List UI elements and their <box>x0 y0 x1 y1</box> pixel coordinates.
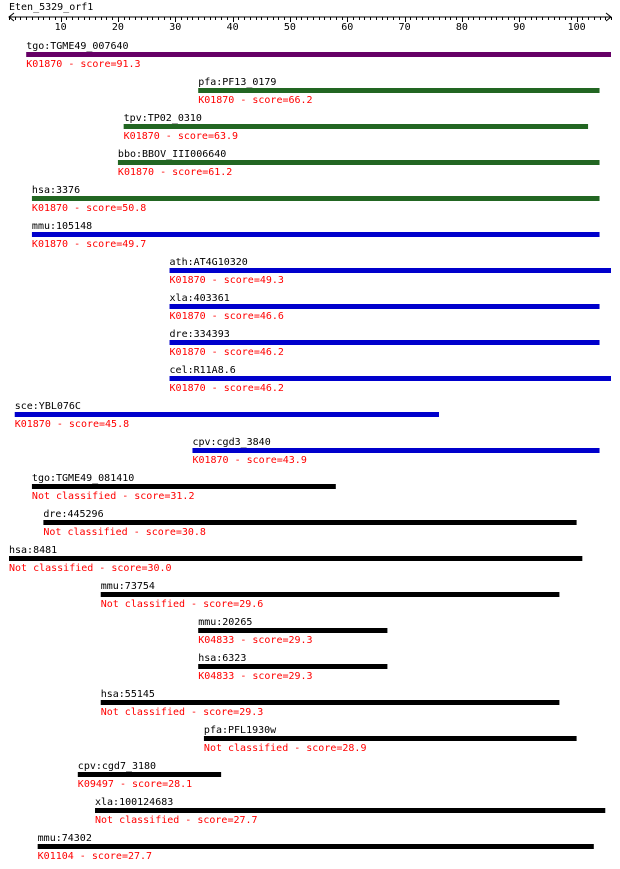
ruler-tick-label: 40 <box>226 22 239 33</box>
hit-gene-label: tpv:TP02_0310 <box>123 113 202 124</box>
hit-bar <box>192 448 599 453</box>
hit-row <box>118 149 600 178</box>
ruler-tick-label: 70 <box>398 22 411 33</box>
ruler-tick-label: 30 <box>169 22 182 33</box>
hit-gene-label: xla:100124683 <box>95 797 174 808</box>
hit-annotation: K04833 - score=29.3 <box>198 635 313 646</box>
hit-row <box>101 689 560 718</box>
hit-bar <box>170 304 600 309</box>
hit-bar <box>198 88 599 93</box>
hit-row <box>198 653 387 682</box>
hit-annotation: K01870 - score=61.2 <box>117 167 233 178</box>
hit-bar <box>43 520 576 525</box>
hit-annotation: K04833 - score=29.3 <box>198 671 313 682</box>
hit-annotation: K01104 - score=27.7 <box>37 851 153 862</box>
hit-bar <box>78 772 221 777</box>
hit-gene-label: tgo:TGME49_007640 <box>26 41 129 52</box>
hit-bar <box>170 376 611 381</box>
hit-row <box>170 257 611 286</box>
hit-annotation: Not classified - score=30.0 <box>9 563 172 574</box>
hit-row <box>32 221 600 250</box>
hit-annotation: K01870 - score=63.9 <box>123 131 239 142</box>
hit-annotation: K01870 - score=46.2 <box>169 383 284 394</box>
hit-gene-label: tgo:TGME49_081410 <box>31 473 135 484</box>
hit-annotation: Not classified - score=31.2 <box>31 491 195 502</box>
hit-row <box>198 617 387 646</box>
hit-bar <box>101 592 560 597</box>
hit-gene-label: cpv:cgd3_3840 <box>192 437 271 448</box>
hit-annotation: K01870 - score=45.8 <box>14 419 130 430</box>
hit-gene-label: dre:334393 <box>169 329 230 340</box>
hit-row <box>15 401 439 430</box>
ruler-tick-label: 20 <box>111 22 124 33</box>
hit-gene-label: pfa:PF13_0179 <box>198 77 277 88</box>
hit-annotation: Not classified - score=28.9 <box>203 743 367 754</box>
hit-annotation: K01870 - score=43.9 <box>192 455 307 466</box>
ruler-tick-label: 100 <box>567 22 586 33</box>
hit-bar <box>32 232 600 237</box>
hit-gene-label: sce:YBL076C <box>14 401 81 412</box>
hit-gene-label: mmu:105148 <box>31 221 93 232</box>
hit-bar <box>9 556 582 561</box>
hit-row <box>78 761 221 790</box>
hit-gene-label: dre:445296 <box>43 509 104 520</box>
hit-gene-label: ath:AT4G10320 <box>169 257 248 268</box>
hit-bar <box>198 628 387 633</box>
hit-annotation: K01870 - score=50.8 <box>31 203 147 214</box>
hit-annotation: K01870 - score=49.7 <box>31 239 147 250</box>
hit-bar <box>170 340 600 345</box>
hit-annotation: K01870 - score=66.2 <box>198 95 313 106</box>
sequence-ruler <box>9 13 612 33</box>
hit-row <box>32 185 600 214</box>
hit-gene-label: hsa:55145 <box>100 689 155 700</box>
hit-row <box>170 365 611 394</box>
ruler-tick-label: 60 <box>341 22 354 33</box>
hit-row <box>32 473 336 502</box>
hit-row <box>204 725 577 754</box>
hit-gene-label: pfa:PFL1930w <box>203 725 277 736</box>
hit-row <box>95 797 605 826</box>
hit-row <box>192 437 599 466</box>
ruler-tick-label: 90 <box>513 22 526 33</box>
hit-bar <box>118 160 600 165</box>
hit-gene-label: xla:403361 <box>169 293 230 304</box>
ruler-tick-label: 80 <box>455 22 468 33</box>
hit-bar <box>101 700 560 705</box>
hit-row <box>38 833 594 862</box>
hit-bar <box>26 52 611 57</box>
hit-annotation: Not classified - score=30.8 <box>43 527 206 538</box>
hit-annotation: K01870 - score=46.2 <box>169 347 284 358</box>
hit-annotation: Not classified - score=27.7 <box>95 815 258 826</box>
hit-list <box>9 41 611 862</box>
hit-bar <box>170 268 611 273</box>
hit-gene-label: mmu:74302 <box>37 833 92 844</box>
hit-annotation: K01870 - score=91.3 <box>26 59 141 70</box>
query-title: Eten_5329_orf1 <box>9 2 94 13</box>
hit-annotation: K01870 - score=46.6 <box>169 311 284 322</box>
hit-bar <box>38 844 594 849</box>
ruler-tick-label: 50 <box>283 22 296 33</box>
hit-row <box>124 113 588 142</box>
hit-gene-label: mmu:73754 <box>100 581 155 592</box>
hit-gene-label: mmu:20265 <box>198 617 253 628</box>
hit-bar <box>32 196 600 201</box>
hit-bar <box>204 736 577 741</box>
hit-row <box>9 545 582 574</box>
hit-annotation: Not classified - score=29.6 <box>100 599 264 610</box>
hit-bar <box>124 124 588 129</box>
hit-row <box>101 581 560 610</box>
hit-annotation: K09497 - score=28.1 <box>77 779 193 790</box>
hit-gene-label: hsa:8481 <box>9 545 58 556</box>
hit-gene-label: cpv:cgd7_3180 <box>77 761 157 772</box>
ruler-tick-label: 10 <box>54 22 67 33</box>
hit-row <box>43 509 576 538</box>
hit-row <box>198 77 599 106</box>
hit-annotation: K01870 - score=49.3 <box>169 275 284 286</box>
hit-bar <box>198 664 387 669</box>
hit-annotation: Not classified - score=29.3 <box>100 707 264 718</box>
hit-bar <box>95 808 605 813</box>
hit-bar <box>15 412 439 417</box>
hit-gene-label: hsa:6323 <box>198 653 247 664</box>
hit-row <box>26 41 611 70</box>
hit-gene-label: cel:R11A8.6 <box>169 365 236 376</box>
hit-row <box>170 293 600 322</box>
hit-gene-label: bbo:BBOV_III006640 <box>117 149 227 160</box>
hit-row <box>170 329 600 358</box>
hit-bar <box>32 484 336 489</box>
hit-gene-label: hsa:3376 <box>31 185 81 196</box>
